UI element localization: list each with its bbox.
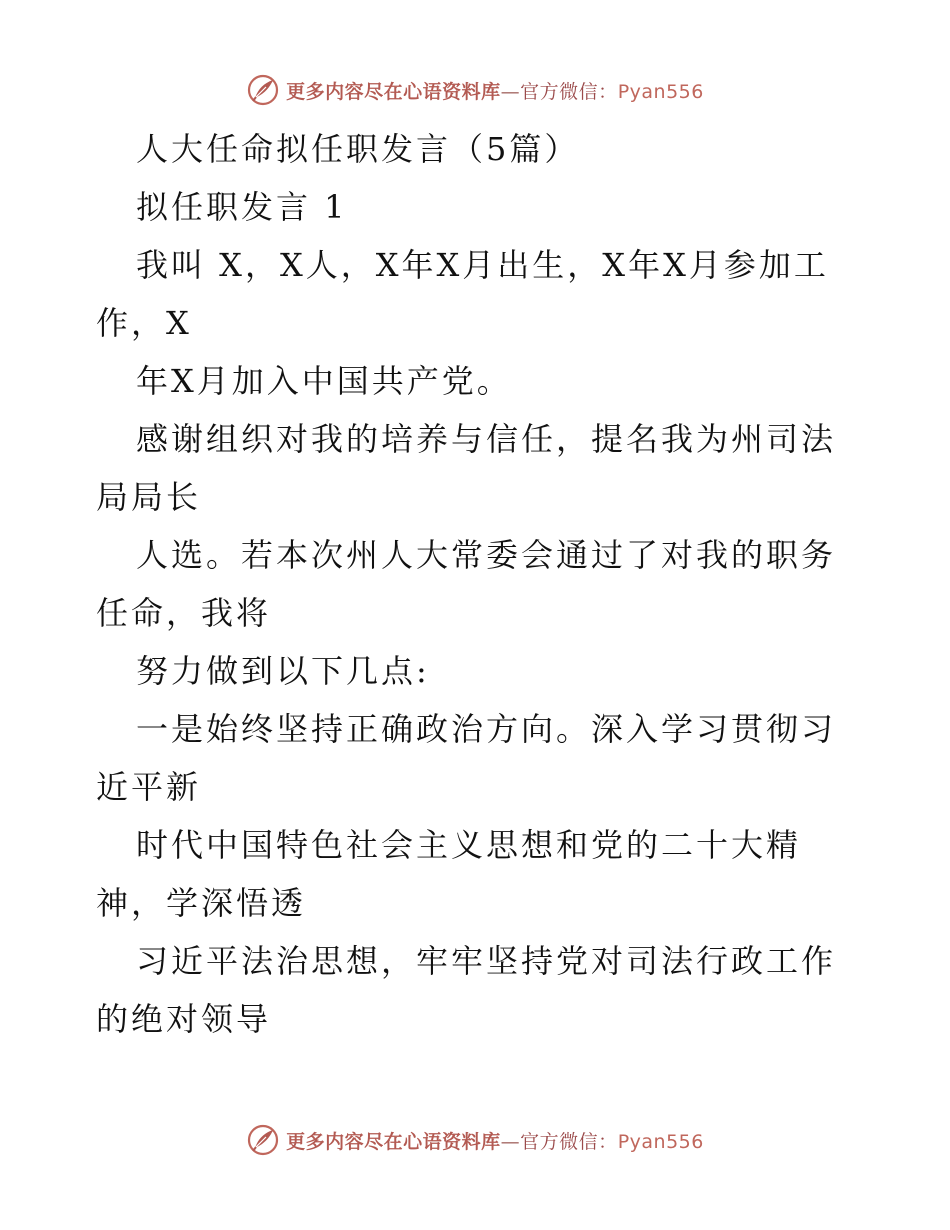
paragraph: 年X月加入中国共产党。 (136, 362, 512, 400)
paragraph: 人选。若本次州人大常委会通过了对我的职务任命，我将 (96, 536, 837, 632)
paragraph: 我叫 X，X人，X年X月出生，X年X月参加工作，X (96, 246, 829, 342)
watermark-brand: 更多内容尽在心语资料库 (286, 1130, 501, 1153)
watermark-wechat-id: Pyan556 (617, 1130, 704, 1153)
watermark-text (286, 77, 704, 104)
paragraph: 习近平法治思想，牢牢坚持党对司法行政工作的绝对领导 (96, 942, 837, 1038)
paragraph: 感谢组织对我的培养与信任，提名我为州司法局局长 (96, 420, 837, 516)
paragraph: 时代中国特色社会主义思想和党的二十大精神，学深悟透 (96, 826, 802, 922)
document-title: 人大任命拟任职发言（5篇） (136, 130, 580, 168)
feather-pen-icon (246, 73, 280, 107)
watermark-wechat-label: 官方微信： (520, 1130, 618, 1153)
header-watermark (0, 70, 950, 110)
footer-watermark (0, 1120, 950, 1160)
watermark-text (286, 1127, 704, 1154)
watermark-separator: — (500, 1130, 521, 1153)
watermark-separator: — (500, 80, 521, 103)
document-subtitle: 拟任职发言 1 (136, 188, 348, 226)
feather-pen-icon (246, 1123, 280, 1157)
watermark-wechat-label: 官方微信： (520, 80, 618, 103)
paragraph: 一是始终坚持正确政治方向。深入学习贯彻习近平新 (96, 710, 837, 806)
paragraph: 努力做到以下几点: (136, 652, 430, 690)
document-body (96, 120, 866, 1048)
watermark-brand: 更多内容尽在心语资料库 (286, 80, 501, 103)
watermark-wechat-id: Pyan556 (617, 80, 704, 103)
